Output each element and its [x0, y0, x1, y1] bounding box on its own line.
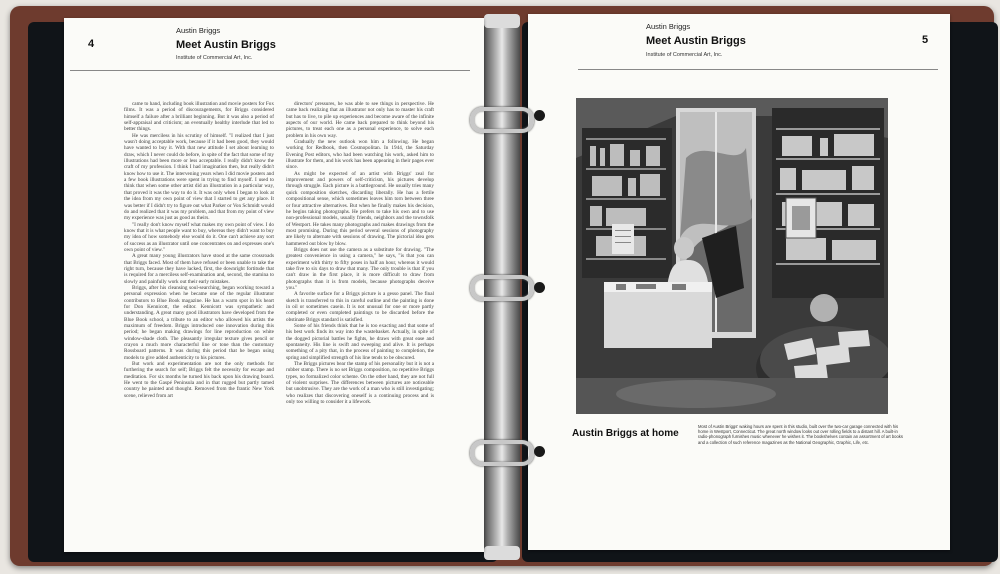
- punch-hole: [534, 446, 545, 457]
- header-rule: [578, 69, 938, 70]
- studio-photograph: [576, 98, 888, 414]
- text-column-1: [124, 101, 274, 483]
- spine-top-cap: [484, 14, 520, 28]
- binder-ring-middle: [470, 275, 534, 301]
- punch-hole: [534, 110, 545, 121]
- paragraph: Gradually the new outlook won him a following. He began working for Redbook, then Cosmopolitan. In 1944, the Saturday Evening Post editors, who had been watching his work, asked him to illustrate for them, and his work has been appearing in their pages ever since.: [286, 139, 434, 171]
- binder-ring-bottom: [470, 440, 534, 466]
- header-institution: Institute of Commercial Art, Inc.: [176, 55, 253, 61]
- header-institution: Institute of Commercial Art, Inc.: [646, 52, 723, 58]
- header-author: Austin Briggs: [646, 22, 691, 31]
- spine-bottom-cap: [484, 546, 520, 560]
- paragraph: Briggs, after his cleansing soul-searching, began working toward a personal expression when he became one of the regular illustrator contributors to Blue Book magazine. He has a warm spot in his heart for Don Kennicott, the editor. Kennicott was sympathetic and understanding. A great many good illustrators have developed from the Blue Book school, a tribute to an editor who allowed his artists the maximum of freedom. Briggs introduced one innovation during this period; he began making drawings for line reproduction on white window-shade cloth. The pleasantly irregular texture gives pencil or crayon a much more characterful line or tone than the customary Rossboard patterns. It was during this period that he began using models to give added authenticity to his pictures.: [124, 284, 274, 361]
- text-column-2: [286, 101, 434, 483]
- left-page: [64, 18, 484, 552]
- header-author: Austin Briggs: [176, 26, 221, 35]
- paragraph: The Briggs pictures bear the stamp of his personality but it is not a rubber stamp. There is no set Briggs composition, no repetitive Briggs types, no formalized color scheme. On the other hand, they are not full of violent surprises. The differences between pictures are noticeable but unobtrusive. They are the work of a man who is still investigating; who realizes that discovering oneself is a continuing process and is only too willing to consider it a lifework.: [286, 361, 434, 406]
- page-number: 5: [922, 34, 929, 46]
- paragraph: A favorite surface for a Briggs picture is a gesso panel. The final sketch is transferred to this in careful outline and the painting is done in oil or sometimes casein. It is not unusual for one or more partly completed or even completed paintings to be discarded before the obstinate Briggs standard is satisfied.: [286, 291, 434, 323]
- binder-ring-top: [470, 107, 534, 133]
- paragraph: directors' pressures, he was able to see things in perspective. He came back realizing that an illustrator not only has to master his craft but has to live, to pile up experiences and become aware of the infinite aspects of our world. He came back prepared to think beyond his pictures, to treat each one as a personal experience, to solve each problem in his own way.: [286, 101, 434, 139]
- header-title: Meet Austin Briggs: [176, 39, 276, 51]
- punch-hole: [534, 282, 545, 293]
- paragraph: Briggs does not use the camera as a substitute for drawing. "The greatest convenience in using a camera," he says, "is that you can experiment with thirty to fifty poses in half an hour, whereas it would take five to six days to draw that many. The only trouble is that if you can't draw in the first place, it is more difficult to draw from photographs than it is from models, because photographs deceive you.": [286, 246, 434, 291]
- header-title: Meet Austin Briggs: [646, 35, 746, 47]
- paragraph: Some of his friends think that he is too exacting and that some of his best work finds its way into the wastebasket. Actually, in spite of the dogged pictorial battles he fights, he draws with great ease and spontaneity. His line is swift and sweeping and alive. It is perhaps something of a pity that, in the process of painting to completion, the spring and simplified strength of his line tends to be obscured.: [286, 323, 434, 361]
- photo-caption-text: Most of Austin Briggs' waking hours are spent in this studio, built over the two-car garage connected with his home in Westport, Connecticut. The great north window looks out over rolling fields to a distant hill. A built-in radio-phonograph furnishes music whenever he wishes it. The bookshelves contain an assortment of art books and a collection of such reference magazines as the National Geographic, Graphic, Life, etc.: [698, 424, 903, 445]
- page-number: 4: [88, 38, 95, 50]
- paragraph: A great many young illustrators have stood at the same crossroads that Briggs faced. Most of them have refused or been unable to take the right turn, because they have lacked, first, the downright fortitude that is required for a merciless self-examination and, second, the stamina to slowly and painfully work out their early mistakes.: [124, 253, 274, 285]
- photo-caption-title: Austin Briggs at home: [572, 428, 679, 439]
- paragraph: He was merciless in his scrutiny of himself. "I realized that I just wasn't doing acceptable work, because if it had been good, they would have wanted to buy it. With that new attitude I set about learning to draw, which I never could do before, in spite of the fact that some of my illustrations had been more or less acceptable. I really didn't know the craft of my profession. I think I had imagination then, but really didn't know how to use it. The intervening years when I did movie posters and a few book illustrations were spent in trying to find myself. I used to think that when some other artist did an illustration in a particular way, that proved it was the way to do it. It was only when I began to look at the idea from my own point of view that I started to get any place. It was better if I didn't try to figure out what Parker or Von Schmidt would do and realized that it was my problem, and that from my point of view my experience was just as good as theirs.: [124, 132, 274, 222]
- header-rule: [70, 70, 470, 71]
- paragraph: "I really don't know myself what makes my own point of view. I do know that it is what people want to buy, whereas they didn't want to buy my idea of how somebody else would do it. One can't achieve any sort of success as an illustrator until one concentrates on and expresses one's own point of view.": [124, 221, 274, 253]
- paragraph: But work and experimentation are not the only methods for furthering the search for self; Briggs felt the necessity for escape and meditation. For six months he turned his back upon his drawing board. He went to the Gaspé Peninsula and in that rugged but partly tamed country he painted and thought. Removed from the frantic New York scene, relieved from art: [124, 361, 274, 399]
- studio-photo-illustration: [576, 98, 888, 414]
- right-page: [528, 14, 950, 550]
- paragraph: As might be expected of an artist with Briggs' zeal for improvement and powers of self-criticism, his pictures develop through struggle. Each picture is a battleground. He usually tries many quick composition sketches, discarding liberally. He has a fertile compositional sense, which sometimes leaves him torn between three or four attractive alternatives. But when he finally makes his decision, he begins taking photographs. He prefers to take his own and to use non-professional models, usually friends, neighbors and the townsfolk of Westport. He takes many photographs and makes drawings from the most promising. During this period several sessions of photography are likely to alternate with sessions of drawing. The pictorial idea gets hammered out blow by blow.: [286, 170, 434, 247]
- paragraph: came to hand, including book illustration and movie posters for Fox films. It was a period of discouragements, for Briggs considered himself a failure after a brilliant beginning. But it was also a period of self-appraisal and criticism; an eventually healthy interlude that led to better things.: [124, 101, 274, 133]
